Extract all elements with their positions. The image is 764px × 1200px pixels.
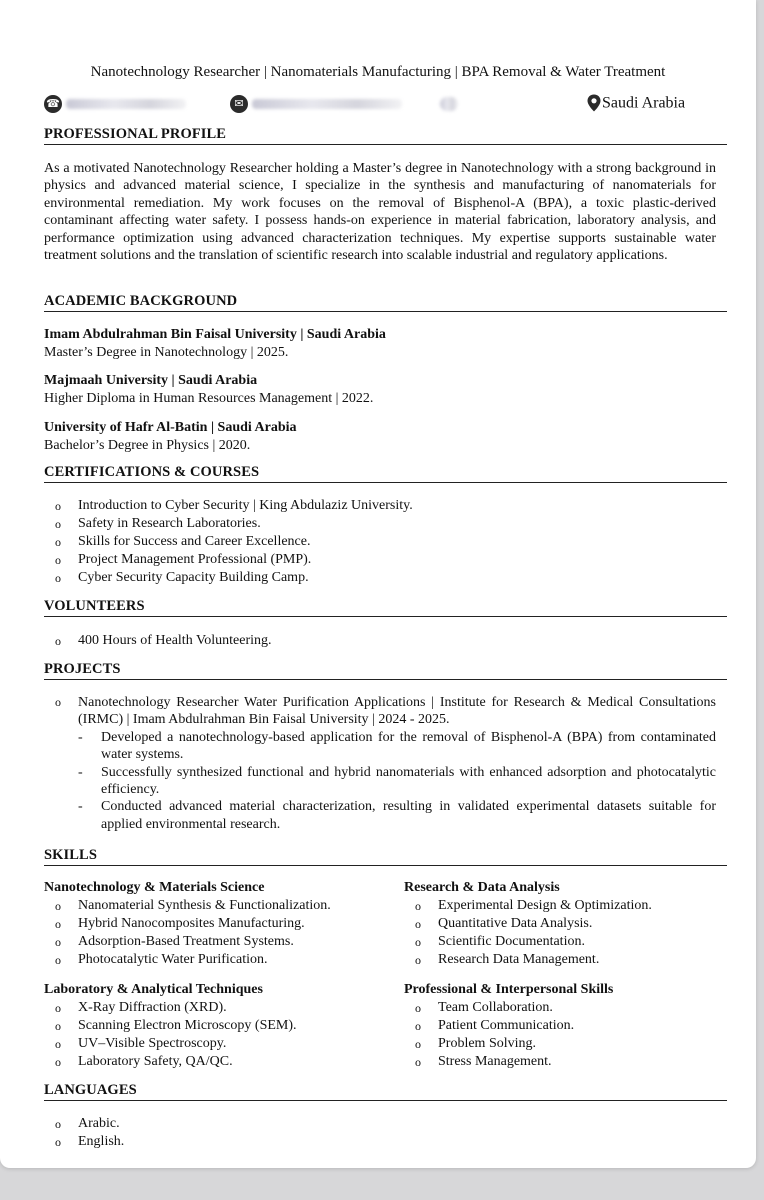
email-contact[interactable]	[230, 95, 402, 113]
academic-institution: Majmaah University | Saudi Arabia	[44, 373, 258, 388]
list-item: o Team Collaboration.	[415, 1000, 553, 1015]
skill-group-title: Professional & Interpersonal Skills	[404, 982, 614, 997]
skill-group	[404, 879, 744, 969]
certifications-list	[44, 497, 413, 587]
mail-icon: ✉	[230, 95, 248, 113]
profile-text: As a motivated Nanotechnology Researcher holding a Master’s degree in Nanotechnology with a strong background in physics and advanced material science, I specialize in the synthesis and manufacturing of nanomaterials for environmental remediation. My work focuses on the removal of Bisphenol-A (BPA), a toxic plastic-derived contaminant affecting water safety. I possess hands-on experience in material fabrication, laboratory analysis, and performance optimization using advanced characterization techniques. My expertise supports sustainable water treatment solutions and the translation of scientific research into scalable industrial and regulatory applications.	[44, 161, 716, 264]
circle-bullet-icon: o	[415, 935, 421, 949]
dash-bullet-icon: -	[78, 764, 83, 780]
circle-bullet-icon: o	[415, 1001, 421, 1015]
list-item: o Research Data Management.	[415, 952, 600, 967]
list-item: o Stress Management.	[415, 1054, 552, 1069]
link-icon	[440, 97, 458, 111]
circle-bullet-icon: o	[415, 1037, 421, 1051]
circle-bullet-icon: o	[55, 1117, 61, 1131]
skill-group-title: Laboratory & Analytical Techniques	[44, 982, 263, 997]
list-item: o Arabic.	[55, 1116, 120, 1131]
list-item: o Project Management Professional (PMP).	[55, 552, 312, 567]
circle-bullet-icon: o	[55, 935, 61, 949]
circle-bullet-icon: o	[55, 634, 61, 648]
headline: Nanotechnology Researcher | Nanomaterials Manufacturing | BPA Removal & Water Treatment	[90, 64, 666, 80]
list-item: o Hybrid Nanocomposites Manufacturing.	[55, 916, 305, 931]
list-item: o Introduction to Cyber Security | King Abdulaziz University.	[55, 498, 413, 513]
list-item: o Laboratory Safety, QA/QC.	[55, 1054, 233, 1069]
dash-bullet-icon: -	[78, 729, 83, 745]
circle-bullet-icon: o	[415, 917, 421, 931]
circle-bullet-icon: o	[55, 1001, 61, 1015]
list-item: o X-Ray Diffraction (XRD).	[55, 1000, 227, 1015]
circle-bullet-icon: o	[55, 571, 61, 585]
section-heading-skills: SKILLS	[44, 847, 727, 866]
project-entry	[44, 694, 716, 833]
redacted-email	[252, 99, 402, 109]
location-contact	[586, 94, 685, 112]
list-item: o Quantitative Data Analysis.	[415, 916, 593, 931]
link-contact[interactable]	[440, 95, 458, 113]
list-item: o Patient Communication.	[415, 1018, 575, 1033]
academic-institution: Imam Abdulrahman Bin Faisal University | Saudi Arabia	[44, 327, 386, 342]
circle-bullet-icon: o	[55, 917, 61, 931]
dash-bullet-icon: -	[78, 799, 83, 815]
circle-bullet-icon: o	[55, 1135, 61, 1149]
section-heading-academic: ACADEMIC BACKGROUND	[44, 293, 727, 312]
circle-bullet-icon: o	[55, 517, 61, 531]
skill-group	[44, 879, 384, 969]
list-item: o Problem Solving.	[415, 1036, 537, 1051]
volunteers-list	[44, 632, 272, 650]
circle-bullet-icon: o	[55, 1037, 61, 1051]
circle-bullet-icon: o	[55, 953, 61, 967]
skill-group	[404, 981, 744, 1071]
list-item: o English.	[55, 1134, 125, 1149]
circle-bullet-icon: o	[55, 499, 61, 513]
section-heading-profile: PROFESSIONAL PROFILE	[44, 126, 727, 145]
languages-list	[44, 1115, 124, 1151]
academic-degree: Master’s Degree in Nanotechnology | 2025.	[44, 345, 289, 360]
project-point: - Conducted advanced material characterization, resulting in validated experimental datasets suitable for applied environmental research.	[78, 799, 716, 832]
project-point: - Successfully synthesized functional and hybrid nanomaterials with enhanced adsorption and photocatalytic efficiency.	[78, 764, 716, 798]
circle-bullet-icon: o	[415, 899, 421, 913]
circle-bullet-icon: o	[55, 1019, 61, 1033]
section-heading-languages: LANGUAGES	[44, 1082, 727, 1101]
phone-icon: ☎	[44, 95, 62, 113]
circle-bullet-icon: o	[55, 1055, 61, 1069]
skill-group-title: Nanotechnology & Materials Science	[44, 880, 265, 895]
location-pin-icon	[586, 94, 602, 112]
section-heading-projects: PROJECTS	[44, 661, 727, 680]
section-heading-volunteers: VOLUNTEERS	[44, 598, 727, 617]
circle-bullet-icon: o	[55, 535, 61, 549]
list-item: o Skills for Success and Career Excellence.	[55, 534, 311, 549]
circle-bullet-icon: o	[415, 1055, 421, 1069]
list-item: o Nanomaterial Synthesis & Functionalization.	[55, 898, 331, 913]
contact-row	[44, 94, 700, 116]
redacted-phone	[66, 99, 186, 109]
list-item: o Safety in Research Laboratories.	[55, 516, 261, 531]
list-item: o 400 Hours of Health Volunteering.	[55, 633, 272, 648]
academic-degree: Bachelor’s Degree in Physics | 2020.	[44, 438, 251, 453]
circle-bullet-icon: o	[415, 953, 421, 967]
circle-bullet-icon: o	[55, 553, 61, 567]
list-item: o Experimental Design & Optimization.	[415, 898, 652, 913]
phone-contact[interactable]	[44, 95, 186, 113]
skill-group-title: Research & Data Analysis	[404, 880, 560, 895]
circle-bullet-icon: o	[415, 1019, 421, 1033]
skill-group	[44, 981, 384, 1071]
circle-bullet-icon: o	[55, 899, 61, 913]
location-text: Saudi Arabia	[602, 94, 686, 112]
list-item: o Scientific Documentation.	[415, 934, 585, 949]
list-item: o Cyber Security Capacity Building Camp.	[55, 570, 309, 585]
circle-bullet-icon: o	[55, 695, 61, 709]
academic-degree: Higher Diploma in Human Resources Management | 2022.	[44, 391, 374, 406]
academic-institution: University of Hafr Al-Batin | Saudi Arabia	[44, 420, 297, 435]
section-heading-certifications: CERTIFICATIONS & COURSES	[44, 464, 727, 483]
project-title: o Nanotechnology Researcher Water Purification Applications | Institute for Research & Medical Consultations (IRMC) | Imam Abdulrahman Bin Faisal University | 2024 - 2025.	[55, 695, 716, 728]
list-item: o UV–Visible Spectroscopy.	[55, 1036, 227, 1051]
list-item: o Scanning Electron Microscopy (SEM).	[55, 1018, 297, 1033]
project-point: - Developed a nanotechnology-based application for the removal of Bisphenol-A (BPA) from contaminated water systems.	[78, 729, 716, 763]
list-item: o Adsorption-Based Treatment Systems.	[55, 934, 294, 949]
list-item: o Photocatalytic Water Purification.	[55, 952, 268, 967]
